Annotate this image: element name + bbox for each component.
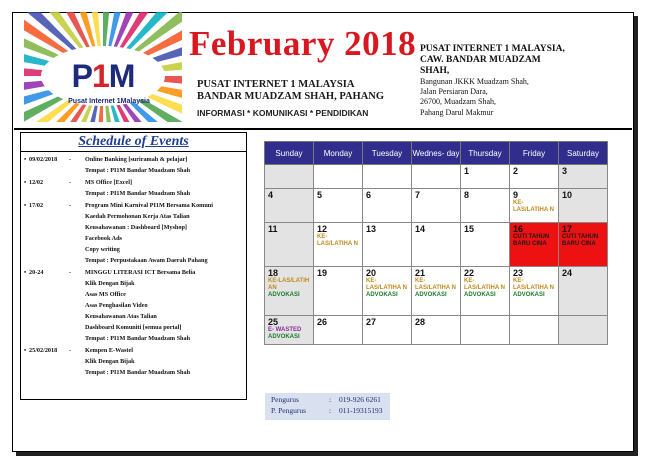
- calendar-day-cell: [265, 316, 314, 345]
- event-list: [21, 152, 246, 378]
- calendar-day-cell: [461, 189, 510, 223]
- address-block: [420, 44, 630, 118]
- calendar-day-cell: [559, 189, 608, 223]
- event-item: [24, 200, 244, 266]
- event-dash: -: [69, 179, 72, 186]
- day-number: 17: [562, 224, 573, 234]
- calendar-day-cell: [314, 267, 363, 316]
- day-number: 12: [317, 224, 328, 234]
- calendar-day-cell: [412, 267, 461, 316]
- day-number: 11: [268, 224, 278, 234]
- contact-box: [265, 393, 390, 420]
- event-title: Online Banking [suriramah & pelajar]: [85, 156, 188, 163]
- event-dash: -: [69, 156, 72, 163]
- schedule-panel: [20, 132, 247, 400]
- calendar-day-cell: [559, 165, 608, 189]
- address-line7: Pahang Darul Makmur: [420, 107, 494, 117]
- weekday-header: Thursday: [461, 142, 510, 165]
- event-headline: [24, 345, 244, 356]
- calendar-empty-cell: [265, 165, 314, 189]
- day-number: 24: [562, 268, 573, 278]
- day-note: CUTI TAHUN BARU CINA: [562, 234, 599, 247]
- event-detail: Kaedah Permohonan Kerja Atas Talian: [85, 213, 190, 220]
- weekday-header: Monday: [314, 142, 363, 165]
- event-title: Program Mini Karnival PI1M Bersama Komuni: [85, 202, 213, 209]
- day-number: 7: [415, 190, 421, 200]
- event-detail: Dashboard Komuniti [semua portal]: [85, 324, 182, 331]
- calendar-empty-cell: [363, 165, 412, 189]
- day-number: 27: [366, 317, 377, 327]
- day-number: 26: [317, 317, 328, 327]
- centre-name-line2: BANDAR MUADZAM SHAH, PAHANG: [197, 91, 385, 102]
- day-note: KE-LAS/LATIHA N: [513, 278, 554, 291]
- day-note: KE-LAS/LATIHA N: [464, 278, 505, 291]
- calendar-empty-cell: [510, 316, 559, 345]
- day-number: 16: [513, 224, 524, 234]
- day-note: ADVOKASI: [268, 292, 300, 298]
- event-bullet: •: [24, 156, 27, 163]
- day-number: 25: [268, 317, 279, 327]
- calendar-day-cell: [412, 223, 461, 267]
- event-date: 12/02: [29, 179, 44, 186]
- event-detail: Tempat : PI1M Bandar Muadzam Shah: [85, 190, 191, 197]
- calendar-day-cell: [363, 267, 412, 316]
- calendar-day-cell: [363, 189, 412, 223]
- day-number: 21: [415, 268, 426, 278]
- calendar-day-cell: [314, 189, 363, 223]
- event-headline: [24, 267, 244, 278]
- day-number: 18: [268, 268, 279, 278]
- calendar-week-row: [265, 165, 608, 189]
- event-item: [24, 154, 244, 176]
- frame-shadow-right: [634, 16, 638, 456]
- event-detail: Klik Dengan Bijak: [85, 280, 135, 287]
- day-number: 8: [464, 190, 470, 200]
- calendar-empty-cell: [412, 165, 461, 189]
- event-detail: Tempat : PI1M Bandar Muadzam Shah: [85, 369, 191, 376]
- calendar-day-cell: [363, 223, 412, 267]
- address-line2: CAW. BANDAR MUADZAM: [420, 55, 541, 65]
- month-calendar: [264, 141, 608, 345]
- event-dash: -: [69, 347, 72, 354]
- event-detail: Tempat : PI1M Bandar Muadzam Shah: [85, 335, 191, 342]
- logo-mark-p: P: [71, 58, 92, 94]
- event-title: Kempen E-Wastel: [85, 347, 133, 354]
- day-note: ADVOKASI: [513, 292, 545, 298]
- event-detail: Tempat : Perpustakaan Awam Daerah Pahang: [85, 257, 208, 264]
- address-line6: 26700, Muadzam Shah,: [420, 97, 496, 107]
- address-line4: Bangunan JKKK Muadzam Shah,: [420, 77, 529, 86]
- event-detail: Copy writing: [85, 246, 120, 253]
- weekday-header: Wednes- day: [412, 142, 461, 165]
- address-line3: SHAH,: [420, 66, 450, 76]
- day-note: ADVOKASI: [268, 334, 300, 340]
- event-dash: -: [69, 269, 72, 276]
- day-number: 9: [513, 190, 519, 200]
- calendar-empty-cell: [461, 316, 510, 345]
- weekday-header: Tuesday: [363, 142, 412, 165]
- event-detail: Keusahawanan Atas Talian: [85, 313, 157, 320]
- calendar-day-cell: [265, 267, 314, 316]
- header-divider: [14, 128, 632, 130]
- day-number: 28: [415, 317, 426, 327]
- contact-label: P. Pengurus: [271, 405, 307, 415]
- weekday-header: Saturday: [559, 142, 608, 165]
- calendar-day-cell: [510, 223, 559, 267]
- event-title: MINGGU LITERASI ICT Bersama Belia: [85, 269, 196, 276]
- contact-separator: :: [329, 395, 332, 404]
- event-detail: Klik Dengan Bijak: [85, 358, 135, 365]
- contact-phone: 011-19315193: [339, 405, 383, 415]
- contact-row: [271, 406, 384, 417]
- month-title: February 2018: [189, 24, 417, 63]
- day-number: 10: [562, 190, 573, 200]
- calendar-week-row: [265, 267, 608, 316]
- logo-mark-m: M: [108, 58, 135, 94]
- day-number: 19: [317, 268, 328, 278]
- calendar-empty-cell: [559, 316, 608, 345]
- calendar-day-cell: [412, 316, 461, 345]
- event-detail: Asas Penghasilan Video: [85, 302, 148, 309]
- calendar-header-row: [265, 142, 608, 165]
- event-item: [24, 345, 244, 378]
- schedule-title: Schedule of Events: [21, 133, 246, 152]
- tagline: INFORMASI * KOMUNIKASI * PENDIDIKAN: [197, 108, 369, 118]
- calendar-day-cell: [461, 223, 510, 267]
- calendar-day-cell: [510, 267, 559, 316]
- day-note: KE-LAS/LATIHA N: [366, 278, 407, 291]
- day-number: 4: [268, 190, 274, 200]
- day-note: ADVOKASI: [366, 292, 398, 298]
- centre-name: [197, 79, 384, 103]
- event-date: 20-24: [29, 269, 44, 276]
- address-line5: Jalan Persiaran Dara,: [420, 87, 488, 97]
- day-number: 3: [562, 166, 568, 176]
- event-dash: -: [69, 202, 72, 209]
- weekday-header: Sunday: [265, 142, 314, 165]
- contact-separator: :: [329, 405, 332, 415]
- calendar-day-cell: [461, 267, 510, 316]
- day-note: CUTI TAHUN BARU CINA: [513, 234, 550, 247]
- centre-name-line1: PUSAT INTERNET 1 MALAYSIA: [197, 79, 355, 90]
- event-item: [24, 177, 244, 199]
- calendar-week-row: [265, 316, 608, 345]
- calendar-week-row: [265, 223, 608, 267]
- calendar-day-cell: [265, 223, 314, 267]
- event-item: [24, 267, 244, 344]
- calendar-day-cell: [510, 165, 559, 189]
- event-date: 17/02: [29, 202, 44, 209]
- event-detail: Keusahawanan : Dashboard [Myshop]: [85, 224, 187, 231]
- day-note: KE-LAS/LATIHA N: [513, 200, 554, 213]
- day-note: ADVOKASI: [464, 292, 496, 298]
- address-line1: PUSAT INTERNET 1 MALAYSIA,: [420, 44, 565, 54]
- contact-row: [271, 395, 384, 406]
- event-detail: Asas MS Office: [85, 291, 126, 298]
- logo-wordmark: [38, 58, 168, 95]
- calendar-body: [265, 165, 608, 345]
- event-bullet: •: [24, 202, 27, 209]
- calendar-day-cell: [461, 165, 510, 189]
- calendar-day-cell: [314, 316, 363, 345]
- event-title: MS Office [Excel]: [85, 179, 133, 186]
- day-note: ADVOKASI: [415, 292, 447, 298]
- calendar-day-cell: [559, 223, 608, 267]
- calendar-empty-cell: [314, 165, 363, 189]
- event-date: 09/02/2018: [29, 156, 58, 163]
- day-number: 15: [464, 224, 475, 234]
- frame-shadow-bottom: [16, 452, 638, 456]
- event-detail: Tempat : PI1M Bandar Muadzam Shah: [85, 167, 191, 174]
- day-note: KE-LAS/LATIHA N: [317, 234, 358, 247]
- event-bullet: •: [24, 179, 27, 186]
- logo-caption: Pusat Internet 1Malaysia: [68, 98, 150, 105]
- logo-mark-i: 1: [91, 58, 109, 94]
- day-number: 20: [366, 268, 377, 278]
- calendar-week-row: [265, 189, 608, 223]
- contact-phone: 019-926 6261: [339, 395, 381, 404]
- day-number: 5: [317, 190, 323, 200]
- day-number: 14: [415, 224, 426, 234]
- event-headline: [24, 200, 244, 211]
- calendar-day-cell: [265, 189, 314, 223]
- event-headline: [24, 177, 244, 188]
- contact-label: Pengurus: [271, 395, 299, 404]
- day-number: 22: [464, 268, 475, 278]
- calendar-day-cell: [363, 316, 412, 345]
- day-number: 1: [464, 166, 470, 176]
- day-note: KE-LAS/LATIHA N: [415, 278, 456, 291]
- event-bullet: •: [24, 347, 27, 354]
- event-headline: [24, 154, 244, 165]
- day-note: E- WASTED: [268, 327, 302, 333]
- event-detail: Facebook Ads: [85, 235, 122, 242]
- day-number: 6: [366, 190, 372, 200]
- day-number: 13: [366, 224, 377, 234]
- calendar-day-cell: [412, 189, 461, 223]
- calendar-day-cell: [314, 223, 363, 267]
- calendar-day-cell: [510, 189, 559, 223]
- day-number: 23: [513, 268, 524, 278]
- calendar-day-cell: [559, 267, 608, 316]
- day-number: 2: [513, 166, 519, 176]
- day-note: KE-LAS/LATIH AN: [268, 278, 310, 291]
- event-date: 25/02/2018: [29, 347, 58, 354]
- weekday-header: Friday: [510, 142, 559, 165]
- event-bullet: •: [24, 269, 27, 276]
- pi1m-logo: [24, 12, 182, 122]
